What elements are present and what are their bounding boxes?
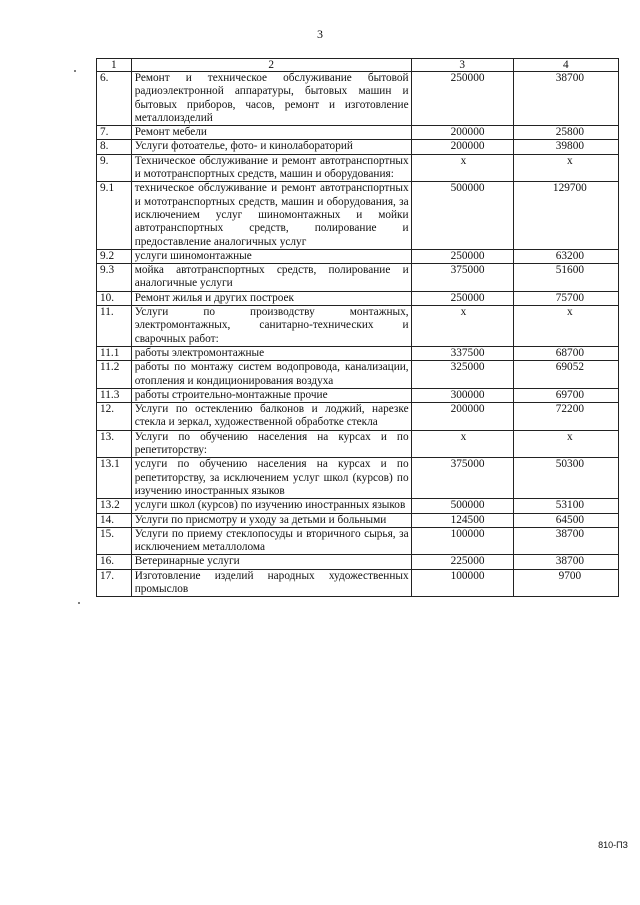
limit-value: 250000 (411, 72, 513, 126)
table-row (97, 154, 619, 182)
service-description: Услуги по производству монтажных, электромонтажных, санитарно-технических и сварочных работ: (131, 306, 411, 347)
row-number: 11.2 (97, 361, 132, 389)
column-header: 3 (411, 59, 513, 72)
table-row (97, 126, 619, 140)
service-description: Услуги по остеклению балконов и лоджий, нарезке стекла и зеркал, художественной обработке стекла (131, 403, 411, 431)
tax-value: 38700 (513, 527, 618, 555)
row-number: 11.3 (97, 388, 132, 402)
tariff-table (96, 58, 619, 597)
row-number: 14. (97, 513, 132, 527)
row-number: 11. (97, 306, 132, 347)
limit-value: 100000 (411, 569, 513, 597)
limit-value: 300000 (411, 388, 513, 402)
limit-value: х (411, 154, 513, 182)
scan-speck (74, 70, 76, 72)
table-row (97, 291, 619, 305)
limit-value: 100000 (411, 527, 513, 555)
service-description: работы строительно-монтажные прочие (131, 388, 411, 402)
limit-value: 325000 (411, 361, 513, 389)
tax-value: 39800 (513, 140, 618, 154)
service-description: Ветеринарные услуги (131, 555, 411, 569)
table-header-row (97, 59, 619, 72)
service-description: Услуги по обучению населения на курсах и по репетиторству: (131, 430, 411, 458)
table-row (97, 140, 619, 154)
limit-value: х (411, 306, 513, 347)
limit-value: 225000 (411, 555, 513, 569)
row-number: 9.2 (97, 249, 132, 263)
tax-value: 38700 (513, 72, 618, 126)
table-row (97, 182, 619, 249)
service-description: работы электромонтажные (131, 346, 411, 360)
tax-value: 64500 (513, 513, 618, 527)
tax-value: 50300 (513, 458, 618, 499)
table-row (97, 361, 619, 389)
row-number: 13.1 (97, 458, 132, 499)
service-description: услуги по обучению населения на курсах и по репетиторству, за исключением услуг школ (курсов) по изучению иностранных языков (131, 458, 411, 499)
tax-value: 68700 (513, 346, 618, 360)
row-number: 9.1 (97, 182, 132, 249)
table-row (97, 264, 619, 292)
tax-value: 53100 (513, 499, 618, 513)
table-row (97, 527, 619, 555)
column-header: 4 (513, 59, 618, 72)
table-row (97, 458, 619, 499)
table-row (97, 388, 619, 402)
table-row (97, 569, 619, 597)
service-description: услуги школ (курсов) по изучению иностранных языков (131, 499, 411, 513)
table-row (97, 555, 619, 569)
row-number: 9. (97, 154, 132, 182)
column-header: 1 (97, 59, 132, 72)
service-description: Услуги по присмотру и уходу за детьми и больными (131, 513, 411, 527)
tax-value: 69052 (513, 361, 618, 389)
row-number: 13.2 (97, 499, 132, 513)
row-number: 9.3 (97, 264, 132, 292)
scan-speck (78, 602, 80, 604)
row-number: 8. (97, 140, 132, 154)
row-number: 6. (97, 72, 132, 126)
row-number: 13. (97, 430, 132, 458)
tax-value: 69700 (513, 388, 618, 402)
table-row (97, 513, 619, 527)
service-description: Техническое обслуживание и ремонт автотранспортных и мототранспортных средств, машин и оборудования: (131, 154, 411, 182)
row-number: 17. (97, 569, 132, 597)
table-row (97, 430, 619, 458)
row-number: 16. (97, 555, 132, 569)
tax-value: 129700 (513, 182, 618, 249)
service-description: техническое обслуживание и ремонт автотранспортных и мототранспортных средств, машин и оборудования, за исключением услуг шиномонтажных и мойки автотранспортных средств, полирование и предоставление аналогичных услуг (131, 182, 411, 249)
table-row (97, 72, 619, 126)
limit-value: 500000 (411, 499, 513, 513)
service-description: услуги шиномонтажные (131, 249, 411, 263)
table-row (97, 403, 619, 431)
limit-value: 250000 (411, 291, 513, 305)
table-row (97, 499, 619, 513)
service-description: работы по монтажу систем водопровода, канализации, отопления и кондиционирования воздуха (131, 361, 411, 389)
service-description: Ремонт и техническое обслуживание бытовой радиоэлектронной аппаратуры, бытовых машин и бытовых приборов, часов, ремонт и изготовление металлоизделий (131, 72, 411, 126)
tax-value: 51600 (513, 264, 618, 292)
limit-value: 200000 (411, 140, 513, 154)
row-number: 15. (97, 527, 132, 555)
service-description: Ремонт мебели (131, 126, 411, 140)
column-header: 2 (131, 59, 411, 72)
limit-value: 124500 (411, 513, 513, 527)
tax-value: 63200 (513, 249, 618, 263)
page-number: 3 (317, 27, 323, 41)
service-description: Услуги по приему стеклопосуды и вторичного сырья, за исключением металлолома (131, 527, 411, 555)
service-description: Изготовление изделий народных художественных промыслов (131, 569, 411, 597)
limit-value: 375000 (411, 458, 513, 499)
tax-value: 25800 (513, 126, 618, 140)
limit-value: 200000 (411, 403, 513, 431)
service-description: Услуги фотоателье, фото- и кинолабораторий (131, 140, 411, 154)
row-number: 10. (97, 291, 132, 305)
row-number: 7. (97, 126, 132, 140)
limit-value: 500000 (411, 182, 513, 249)
tax-value: 9700 (513, 569, 618, 597)
limit-value: 250000 (411, 249, 513, 263)
tax-value: х (513, 306, 618, 347)
limit-value: 337500 (411, 346, 513, 360)
limit-value: 200000 (411, 126, 513, 140)
tax-value: 75700 (513, 291, 618, 305)
tax-value: 72200 (513, 403, 618, 431)
tax-value: 38700 (513, 555, 618, 569)
limit-value: 375000 (411, 264, 513, 292)
table-row (97, 249, 619, 263)
service-description: мойка автотранспортных средств, полирование и аналогичные услуги (131, 264, 411, 292)
tax-value: х (513, 154, 618, 182)
table-row (97, 306, 619, 347)
table-row (97, 346, 619, 360)
tax-value: х (513, 430, 618, 458)
row-number: 11.1 (97, 346, 132, 360)
limit-value: х (411, 430, 513, 458)
document-code: 810-ПЗ (598, 840, 628, 850)
service-description: Ремонт жилья и других построек (131, 291, 411, 305)
row-number: 12. (97, 403, 132, 431)
